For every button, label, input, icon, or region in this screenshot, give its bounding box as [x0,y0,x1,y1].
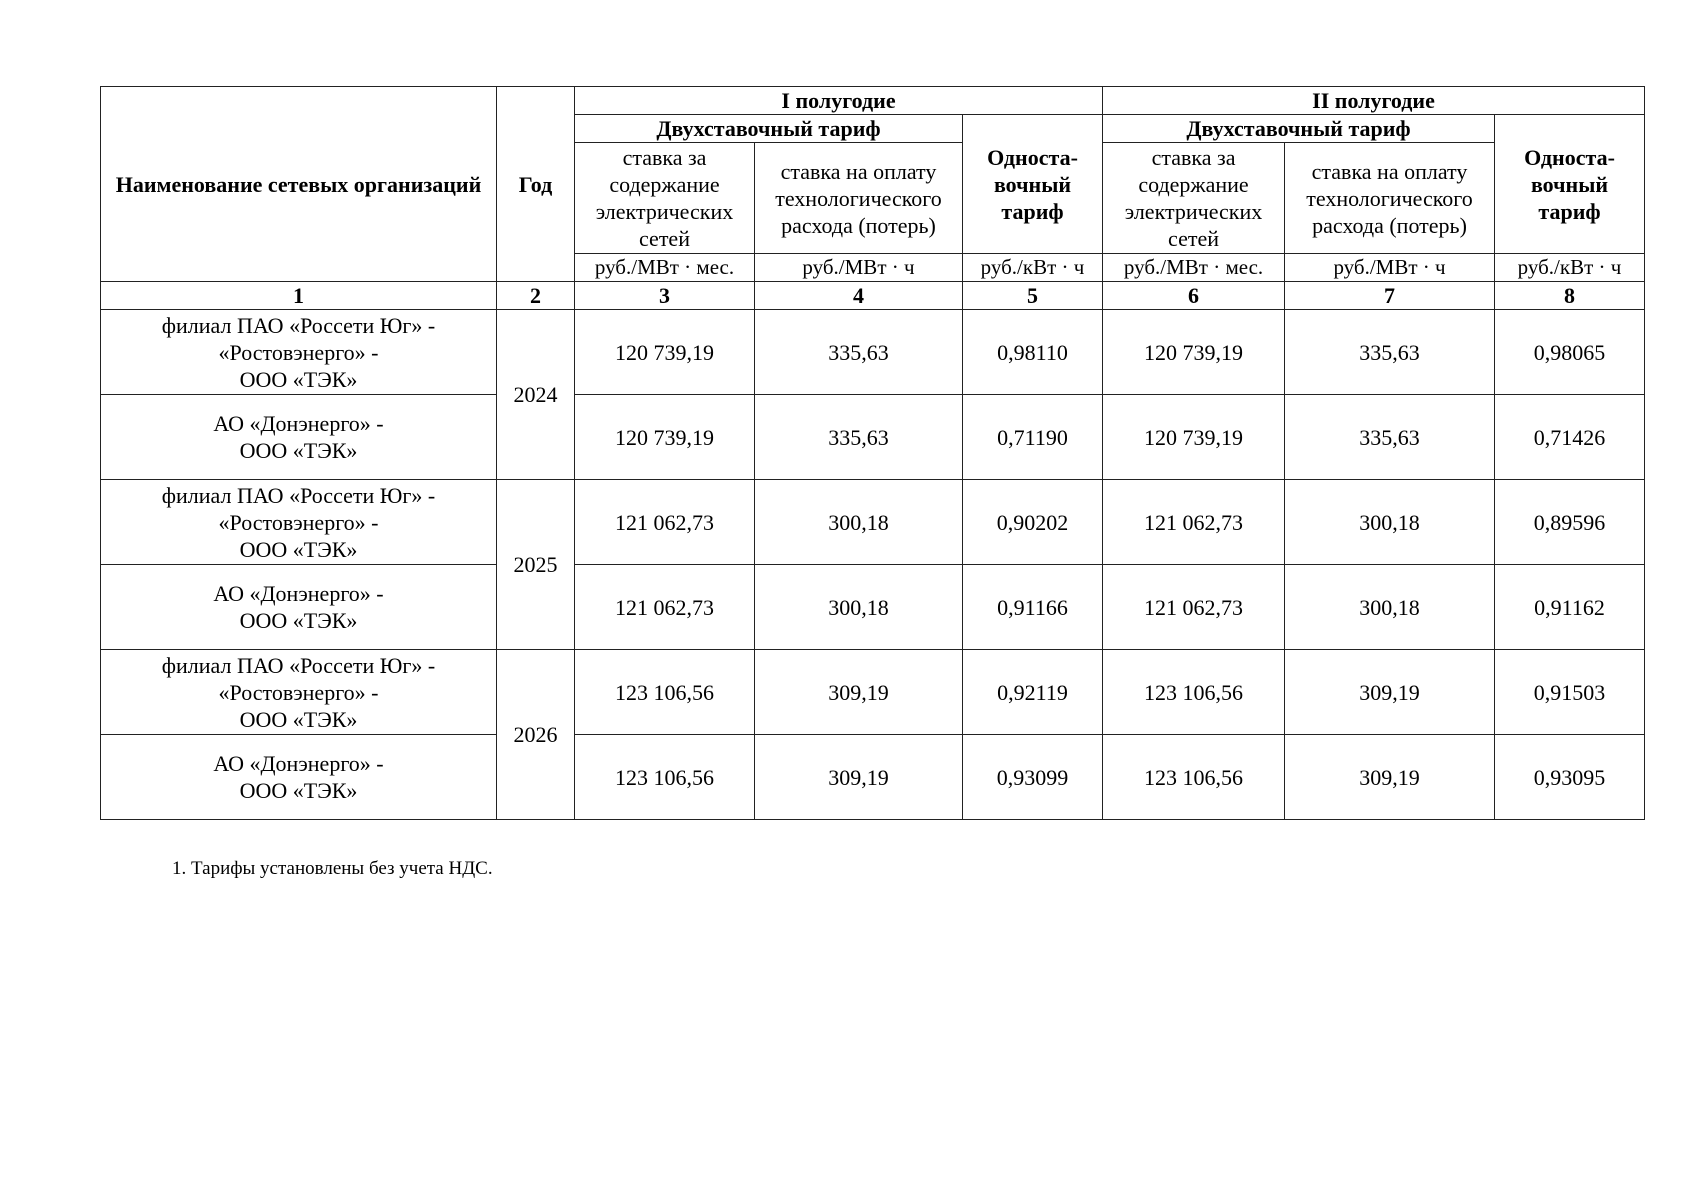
column-number-row [101,282,1645,310]
value-cell: 121 062,73 [1103,480,1285,565]
unit-mw-month-1: руб./МВт · мес. [575,254,755,282]
value-cell: 0,90202 [963,480,1103,565]
table-header [101,87,1645,310]
value-cell: 335,63 [755,395,963,480]
year-cell: 2024 [497,310,575,480]
value-cell: 0,89596 [1495,480,1645,565]
value-cell: 123 106,56 [1103,650,1285,735]
value-cell: 0,71426 [1495,395,1645,480]
table-row [101,480,1645,565]
header-year: Год [497,87,575,282]
unit-kwh-2: руб./кВт · ч [1495,254,1645,282]
value-cell: 300,18 [1285,480,1495,565]
year-cell: 2025 [497,480,575,650]
value-cell: 0,92119 [963,650,1103,735]
organization-name: АО «Донэнерго» - ООО «ТЭК» [101,395,497,480]
value-cell: 309,19 [755,735,963,820]
header-half-2: II полугодие [1103,87,1645,115]
value-cell: 120 739,19 [1103,310,1285,395]
column-number: 2 [497,282,575,310]
column-number: 7 [1285,282,1495,310]
value-cell: 121 062,73 [575,565,755,650]
column-number: 6 [1103,282,1285,310]
header-rate-losses-2: ставка на оплату технологического расхода (потерь) [1285,143,1495,254]
header-single-rate-2: Односта- вочный тариф [1495,115,1645,254]
unit-mwh-1: руб./МВт · ч [755,254,963,282]
value-cell: 309,19 [755,650,963,735]
value-cell: 121 062,73 [575,480,755,565]
unit-mw-month-2: руб./МВт · мес. [1103,254,1285,282]
value-cell: 0,93095 [1495,735,1645,820]
value-cell: 120 739,19 [575,310,755,395]
value-cell: 0,91503 [1495,650,1645,735]
value-cell: 120 739,19 [575,395,755,480]
table-row [101,310,1645,395]
value-cell: 300,18 [1285,565,1495,650]
column-number: 5 [963,282,1103,310]
column-number: 4 [755,282,963,310]
column-number: 3 [575,282,755,310]
table-row [101,395,1645,480]
header-rate-maintenance-2: ставка за содержание электрических сетей [1103,143,1285,254]
value-cell: 120 739,19 [1103,395,1285,480]
table-row [101,650,1645,735]
organization-name: АО «Донэнерго» - ООО «ТЭК» [101,565,497,650]
unit-kwh-1: руб./кВт · ч [963,254,1103,282]
value-cell: 123 106,56 [575,735,755,820]
value-cell: 300,18 [755,480,963,565]
value-cell: 0,71190 [963,395,1103,480]
value-cell: 121 062,73 [1103,565,1285,650]
organization-name: филиал ПАО «Россети Юг» - «Ростовэнерго» - ООО «ТЭК» [101,650,497,735]
header-rate-losses-1: ставка на оплату технологического расхода (потерь) [755,143,963,254]
table-body [101,310,1645,820]
footnote: 1. Тарифы установлены без учета НДС. [172,858,493,879]
table-row [101,735,1645,820]
year-cell: 2026 [497,650,575,820]
organization-name: филиал ПАО «Россети Юг» - «Ростовэнерго» - ООО «ТЭК» [101,310,497,395]
value-cell: 0,91162 [1495,565,1645,650]
header-single-rate-1: Односта- вочный тариф [963,115,1103,254]
value-cell: 123 106,56 [1103,735,1285,820]
value-cell: 300,18 [755,565,963,650]
value-cell: 335,63 [755,310,963,395]
header-rate-maintenance-1: ставка за содержание электрических сетей [575,143,755,254]
value-cell: 0,98110 [963,310,1103,395]
organization-name: филиал ПАО «Россети Юг» - «Ростовэнерго» - ООО «ТЭК» [101,480,497,565]
unit-mwh-2: руб./МВт · ч [1285,254,1495,282]
value-cell: 335,63 [1285,395,1495,480]
tariff-table [100,86,1645,820]
header-two-rate-1: Двухставочный тариф [575,115,963,143]
header-half-1: I полугодие [575,87,1103,115]
header-organization-name: Наименование сетевых организаций [101,87,497,282]
table-row [101,565,1645,650]
value-cell: 309,19 [1285,650,1495,735]
value-cell: 0,93099 [963,735,1103,820]
header-two-rate-2: Двухставочный тариф [1103,115,1495,143]
column-number: 1 [101,282,497,310]
column-number: 8 [1495,282,1645,310]
value-cell: 0,91166 [963,565,1103,650]
value-cell: 335,63 [1285,310,1495,395]
value-cell: 123 106,56 [575,650,755,735]
value-cell: 0,98065 [1495,310,1645,395]
organization-name: АО «Донэнерго» - ООО «ТЭК» [101,735,497,820]
value-cell: 309,19 [1285,735,1495,820]
